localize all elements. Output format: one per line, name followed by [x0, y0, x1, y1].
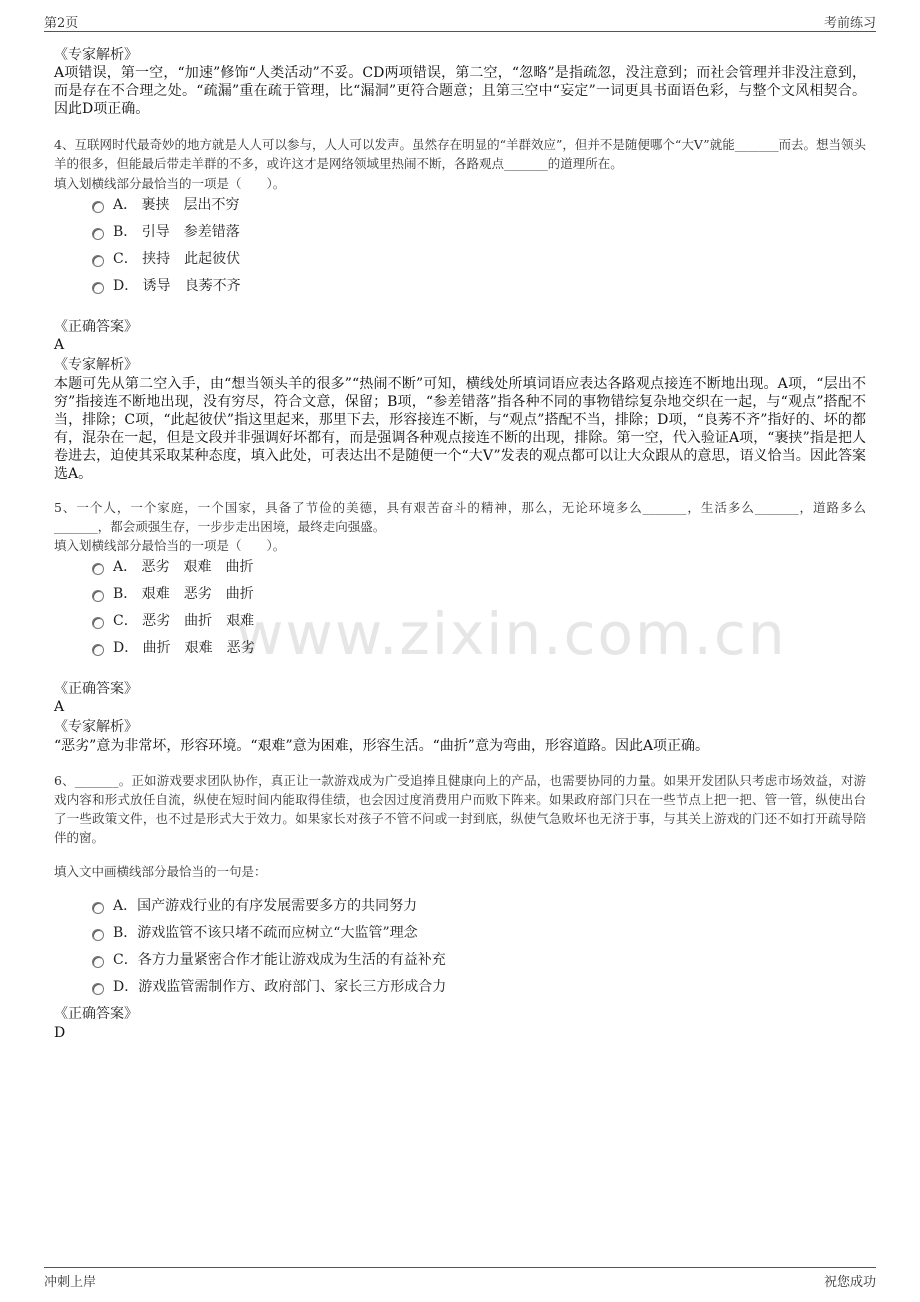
q5-answer-label: 《正确答案》	[54, 681, 138, 697]
q5-analysis-text: “恶劣”意为非常坏，形容环境。“艰难”意为困难，形容生活。“曲折”意为弯曲，形容道路。因此A项正确。	[54, 738, 710, 754]
radio-icon[interactable]	[92, 590, 104, 602]
radio-icon[interactable]	[92, 282, 104, 294]
footer-left-text: 冲刺上岸	[44, 1275, 97, 1290]
option-label: A． 恶劣 艰难 曲折	[113, 559, 254, 575]
radio-icon[interactable]	[92, 983, 104, 995]
page-footer	[44, 1271, 876, 1291]
q4-analysis-text: 本题可先从第二空入手，由“想当领头羊的很多”“热闹不断”可知，横线处所填词语应表达各路观点接连不断地出现。A项，“层出不穷”指接连不断地出现，没有穷尽，符合文意，保留；B项，“参差错落”指各种不同的事物错综复杂地交织在一起，与“观点”搭配不当，排除；C项，“此起彼伏”指这里起来，那里下去，形容接连不断，与“观点”搭配不当，排除；D项，“良莠不齐”指好的、坏的都有，混杂在一起，但是文段并非强调好坏都有，而是强调各种观点接连不断的出现，排除。第一空，代入验证A项，“裹挟”指是把人卷进去，迫使其采取某种态度，填入此处，可表达出不是随便一个“大V”发表的观点都可以让大众跟从的意思，语义恰当。因此答案选A。	[54, 376, 866, 482]
q5-option-a[interactable]	[92, 556, 254, 578]
watermark: www.zixin.com.cn	[236, 600, 787, 668]
footer-divider	[44, 1267, 876, 1268]
header-divider	[44, 31, 876, 32]
page-number: 第2页	[44, 16, 79, 31]
q5-stem: 5、一个人，一个家庭，一个国家，具备了节俭的美德，具有艰苦奋斗的精神，那么，无论环境多么_______，生活多么_______，道路多么_______，都会顽强生存，一步步走出困境，最终走向强盛。	[54, 500, 866, 534]
option-label: A．国产游戏行业的有序发展需要多方的共同努力	[113, 898, 418, 914]
q4-analysis-label: 《专家解析》	[54, 357, 138, 373]
radio-icon[interactable]	[92, 228, 104, 240]
q4-prompt: 填入划横线部分最恰当的一项是（ ）。	[54, 176, 286, 191]
q6-answer: D	[54, 1025, 66, 1041]
radio-icon[interactable]	[92, 563, 104, 575]
header-title: 考前练习	[823, 16, 876, 31]
q4-answer-label: 《正确答案》	[54, 319, 138, 335]
q4-option-c[interactable]	[92, 248, 240, 270]
q5-prompt: 填入划横线部分最恰当的一项是（ ）。	[54, 538, 286, 553]
q5-option-b[interactable]	[92, 583, 254, 605]
q6-option-b[interactable]	[92, 922, 418, 944]
option-label: D． 诱导 良莠不齐	[113, 278, 241, 294]
q6-option-c[interactable]	[92, 949, 446, 971]
footer-right-text: 祝您成功	[823, 1275, 876, 1290]
option-label: C． 挟持 此起彼伏	[113, 251, 241, 267]
q6-option-d[interactable]	[92, 976, 446, 998]
q5-option-c[interactable]	[92, 610, 254, 632]
q5-option-d[interactable]	[92, 637, 255, 659]
radio-icon[interactable]	[92, 929, 104, 941]
q4-answer: A	[54, 337, 65, 353]
q4-option-d[interactable]	[92, 275, 241, 297]
radio-icon[interactable]	[92, 902, 104, 914]
radio-icon[interactable]	[92, 255, 104, 267]
q3-analysis-text: A项错误，第一空，“加速”修饰“人类活动”不妥。CD两项错误，第二空，“忽略”是指疏忽，没注意到；而社会管理并非没注意到，而是存在不合理之处。“疏漏”重在疏于管理，比“漏洞”更符合题意；且第三空中“妄定”一词更具书面语色彩，与整个文风相契合。因此D项正确。	[54, 65, 866, 117]
radio-icon[interactable]	[92, 956, 104, 968]
option-label: A． 裹挟 层出不穷	[113, 197, 240, 213]
q6-prompt: 填入文中画横线部分最恰当的一句是：	[54, 864, 267, 879]
option-label: D．游戏监管需制作方、政府部门、家长三方形成合力	[113, 979, 447, 995]
page-header	[44, 12, 876, 32]
option-label: B． 艰难 恶劣 曲折	[113, 586, 254, 602]
option-label: B．游戏监管不该只堵不疏而应树立“大监管”理念	[113, 925, 418, 941]
radio-icon[interactable]	[92, 201, 104, 213]
q4-option-b[interactable]	[92, 221, 240, 243]
q4-stem: 4、互联网时代最奇妙的地方就是人人可以参与，人人可以发声。虽然存在明显的“羊群效应”，但并不是随便哪个“大V”就能_______而去。想当领头羊的很多，但能最后带走羊群的不多，或许这才是网络领域里热闹不断，各路观点_______的道理所在。	[54, 137, 866, 171]
radio-icon[interactable]	[92, 644, 104, 656]
option-label: D． 曲折 艰难 恶劣	[113, 640, 255, 656]
q6-option-a[interactable]	[92, 895, 417, 917]
q4-option-a[interactable]	[92, 194, 240, 216]
option-label: C． 恶劣 曲折 艰难	[113, 613, 255, 629]
q6-stem: 6、_______。正如游戏要求团队协作，真正让一款游戏成为广受追捧且健康向上的产品，也需要协同的力量。如果开发团队只考虑市场效益，对游戏内容和形式放任自流，纵使在短时间内能取得佳绩，也会因过度消费用户而败下阵来。如果政府部门只在一些节点上把一把、管一管，纵使出台了一些政策文件，也不过是形式大于效力。如果家长对孩子不管不问或一封到底，纵使气急败坏也无济于事，与其关上游戏的门还不如打开疏导陪伴的窗。	[54, 773, 866, 845]
q5-answer: A	[54, 699, 65, 715]
option-label: B． 引导 参差错落	[113, 224, 240, 240]
q6-answer-label: 《正确答案》	[54, 1006, 138, 1022]
option-label: C．各方力量紧密合作才能让游戏成为生活的有益补充	[113, 952, 446, 968]
radio-icon[interactable]	[92, 617, 104, 629]
q5-analysis-label: 《专家解析》	[54, 719, 138, 735]
q3-analysis-label: 《专家解析》	[54, 47, 138, 63]
